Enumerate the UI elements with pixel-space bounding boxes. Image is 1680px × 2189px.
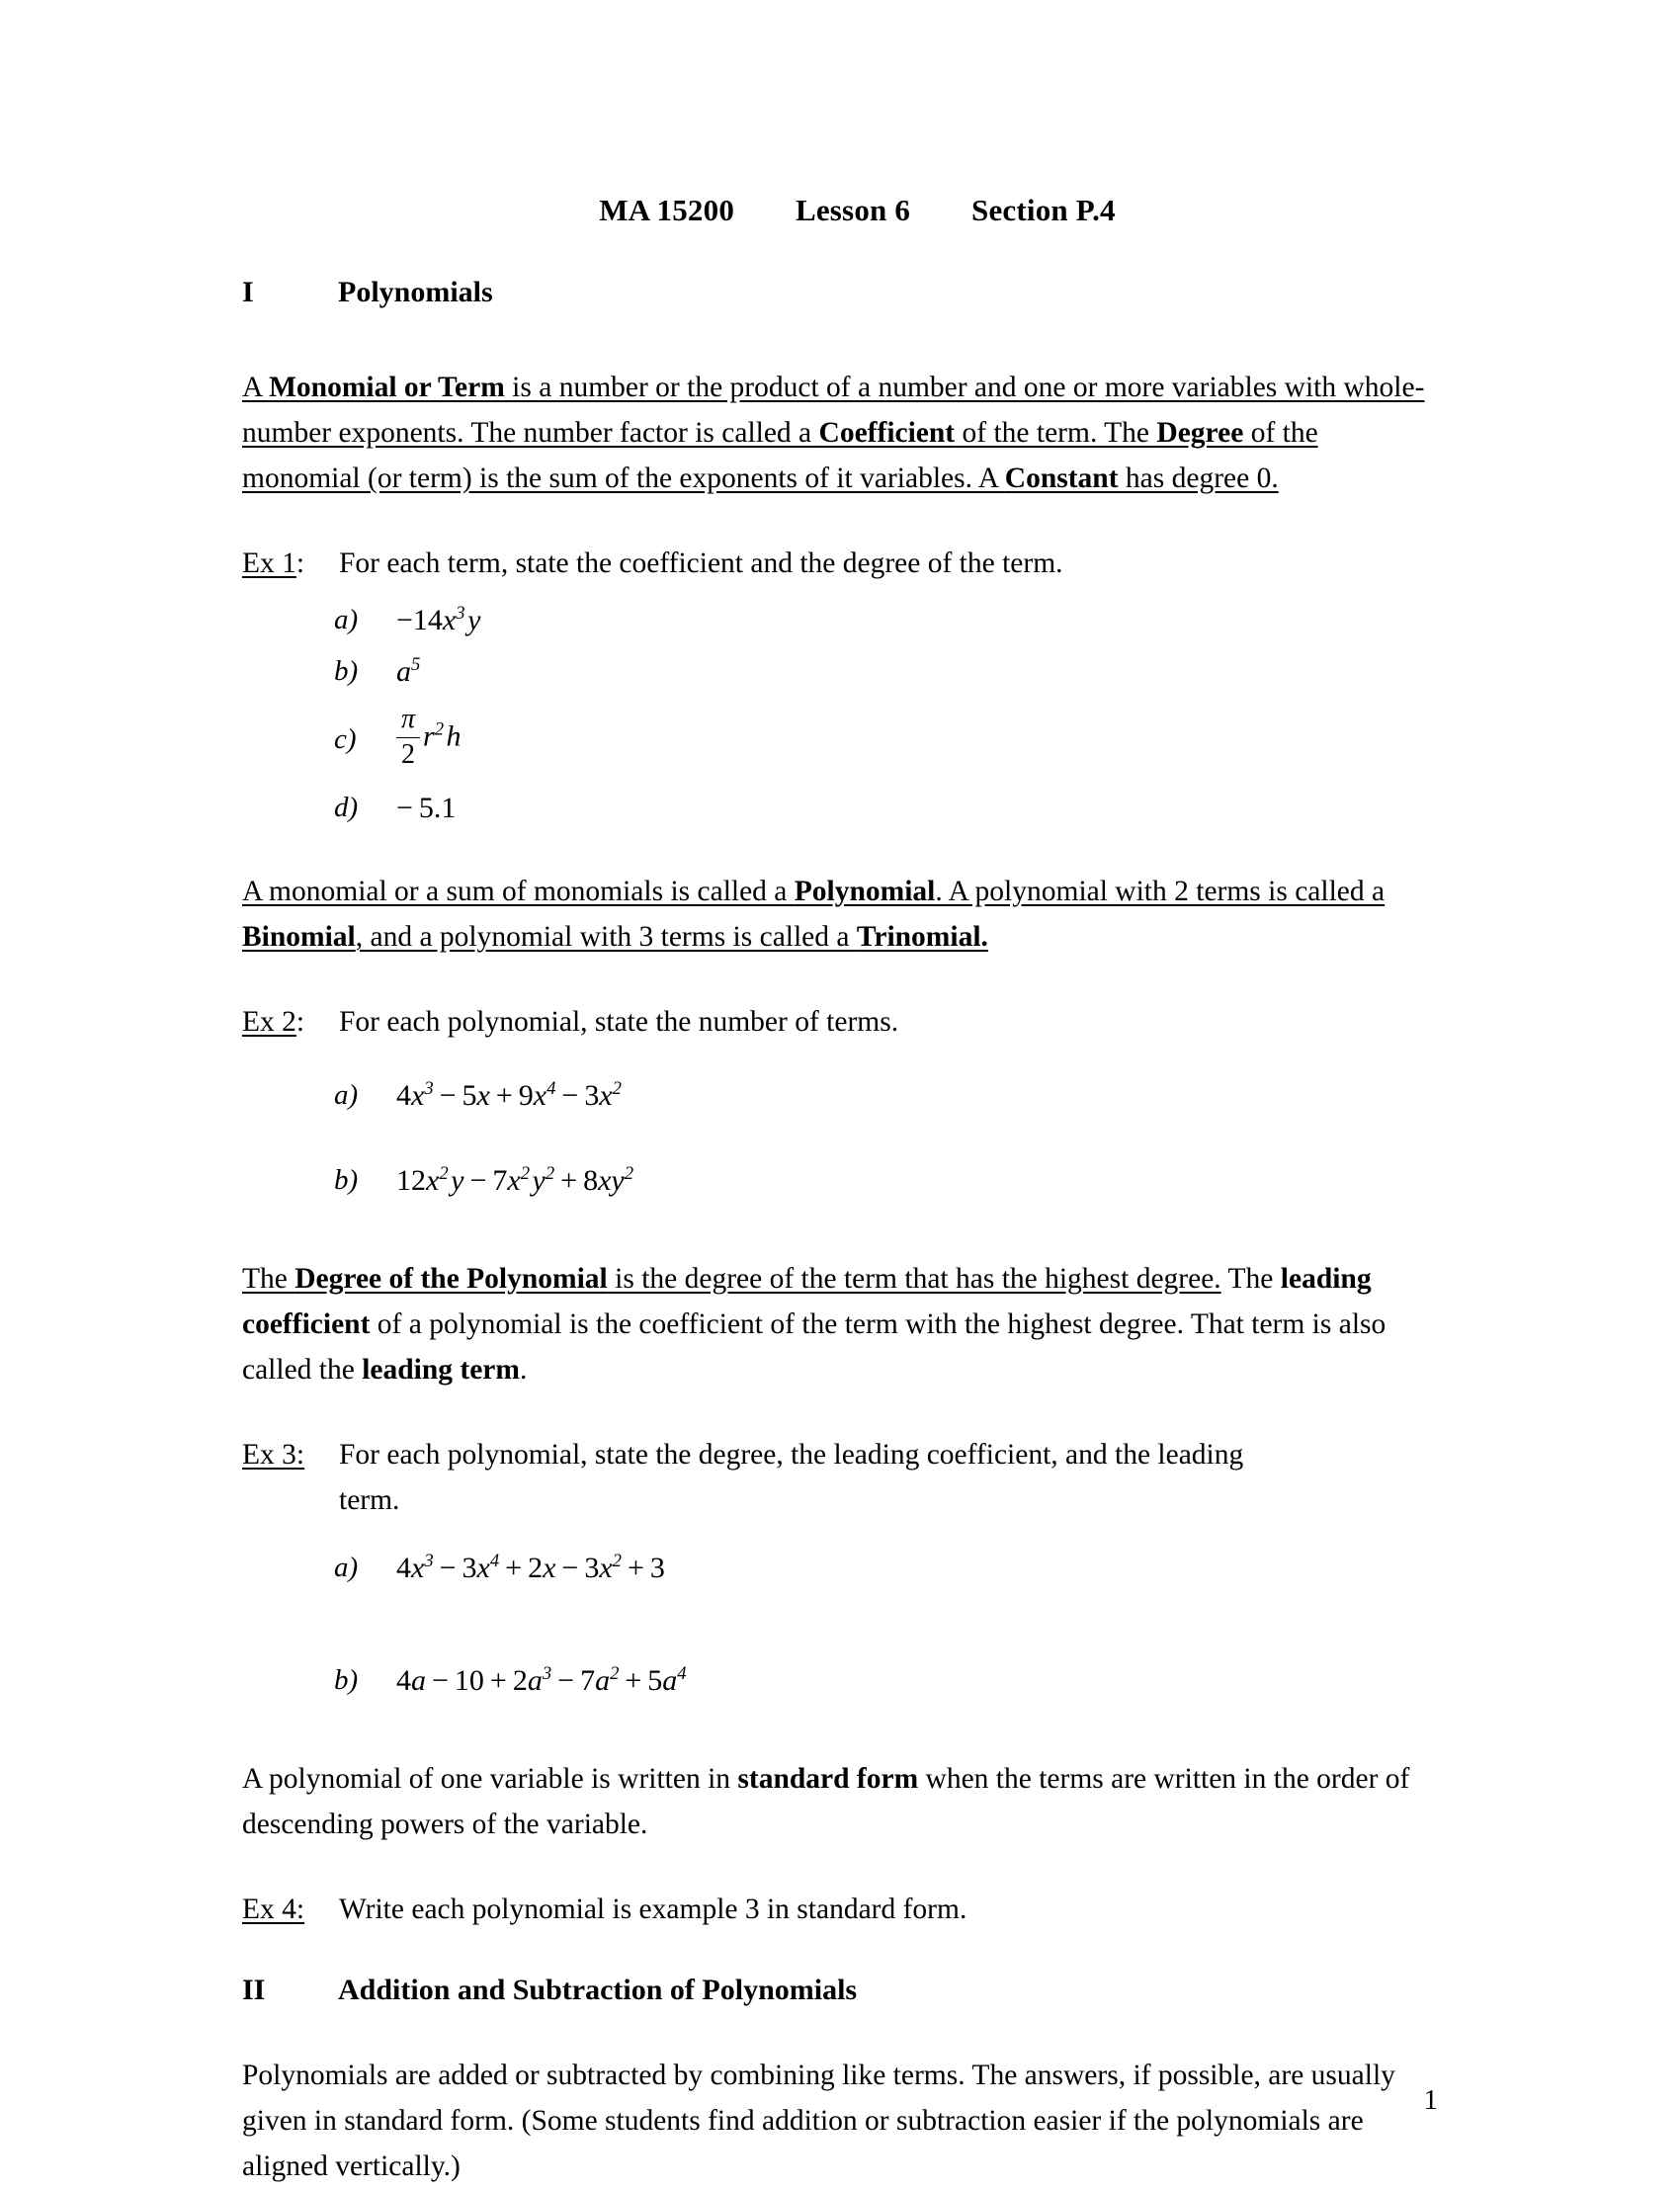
math-expression: − 5.1	[396, 791, 457, 824]
list-item	[242, 645, 1433, 697]
math-expression: $4x^3 - 5x + 9x^4 - 3x^2$	[396, 1077, 622, 1112]
term-trinomial: Trinomial.	[856, 921, 988, 953]
example-3-label-text	[242, 1439, 304, 1471]
title-section: Section P.4	[971, 193, 1116, 227]
def-degree-seg5: .	[519, 1354, 528, 1386]
term-coefficient: Coefficient	[818, 417, 956, 449]
example-4-colon: :	[295, 1894, 305, 1925]
example-2	[242, 999, 1433, 1222]
math-expression: $4a - 10 + 2a^3 - 7a^2 + 5a^4$	[396, 1662, 687, 1697]
list-item	[242, 1638, 1433, 1723]
definition-degree-of-polynomial	[242, 1256, 1433, 1392]
def-degree-seg2: is the degree of the term that has the highest degree.	[607, 1263, 1221, 1295]
term-constant: Constant	[1004, 463, 1119, 494]
example-3-prompt-cont: term.	[339, 1484, 400, 1516]
example-2-prompt: For each polynomial, state the number of terms.	[339, 1006, 899, 1038]
item-marker: a)	[334, 1551, 359, 1583]
math-expression: $a^5$	[396, 653, 421, 688]
section-two-label: Addition and Subtraction of Polynomials	[338, 1974, 858, 2006]
example-3	[242, 1432, 1433, 1723]
math-expression: $-14x^3$ y	[396, 602, 481, 636]
page-number: 1	[1423, 2084, 1438, 2116]
def-monomial-seg5: has degree 0.	[1118, 463, 1279, 494]
item-marker: c)	[334, 722, 357, 755]
math-expression: $\frac{\pi}{2}$ $r^2$ h	[396, 706, 462, 772]
definition-monomial	[242, 365, 1433, 501]
def-polynomial-seg2: . A polynomial with 2 terms is called a	[935, 876, 1386, 907]
example-4-label	[242, 1887, 339, 1932]
example-2-colon: :	[295, 1006, 305, 1038]
example-3-label-inner: Ex 3	[242, 1439, 296, 1471]
fraction-pi-over-2: $\frac{\pi}{2}$	[396, 704, 420, 770]
def-degree-seg4: of a polynomial is the coefficient of the term with the highest degree. That term is also called the	[242, 1308, 1386, 1386]
list-item	[242, 697, 1433, 782]
example-2-items	[242, 1052, 1433, 1222]
example-4	[242, 1887, 1433, 1932]
example-1-colon: :	[295, 547, 305, 579]
paragraph-addition-subtraction: Polynomials are added or subtracted by combining like terms. The answers, if possible, are usually given in standard form. (Some students find addition or subtraction easier if the polynomials are aligned vertically.)	[242, 2060, 1395, 2182]
def-standard-seg1: A polynomial of one variable is written in	[242, 1763, 738, 1795]
example-4-prompt: Write each polynomial is example 3 in standard form.	[339, 1894, 967, 1925]
def-polynomial-seg3: , and a polynomial with 3 terms is called a	[355, 921, 857, 953]
title-course: MA 15200	[599, 193, 735, 227]
example-4-label-inner: Ex 4	[242, 1894, 296, 1925]
example-4-prompt-line	[242, 1887, 1433, 1932]
example-3-colon: :	[295, 1439, 305, 1471]
example-3-prompt: For each polynomial, state the degree, the leading coefficient, and the leading	[339, 1439, 1244, 1471]
example-1-label-text: Ex 1	[242, 547, 296, 579]
def-polynomial-seg1: A monomial or a sum of monomials is called a	[242, 876, 795, 907]
term-degree-of-the-polynomial: Degree of the Polynomial	[294, 1263, 608, 1295]
list-item	[242, 782, 1433, 833]
list-item	[242, 1137, 1433, 1222]
term-polynomial: Polynomial	[794, 876, 936, 907]
section-one-label: Polynomials	[338, 276, 493, 308]
section-heading-two	[242, 1974, 1433, 2007]
term-standard-form: standard form	[737, 1763, 919, 1795]
term-leading-term: leading term	[362, 1354, 520, 1386]
term-monomial-or-term: Monomial or Term	[269, 372, 505, 403]
list-item	[242, 594, 1433, 645]
def-degree-seg3: The	[1220, 1263, 1281, 1295]
example-2-label	[242, 999, 339, 1045]
item-marker: b)	[334, 1663, 359, 1696]
example-4-label-text	[242, 1894, 304, 1925]
item-marker: d)	[334, 791, 359, 823]
item-marker: a)	[334, 603, 359, 635]
example-1-label	[242, 541, 339, 586]
title-lesson: Lesson 6	[795, 193, 911, 227]
page-title	[242, 193, 1433, 228]
def-monomial-seg4: of the monomial (or term) is the sum of the exponents of it variables. A	[242, 417, 1318, 494]
item-marker: b)	[334, 654, 359, 687]
example-1	[242, 541, 1433, 833]
math-expression: $12x^2$ $y - 7x^2$ $y^2 + 8xy^2$	[396, 1162, 634, 1197]
def-monomial-seg3: of the term. The	[955, 417, 1157, 449]
def-monomial-seg1: A	[242, 372, 270, 403]
example-3-prompt-line	[242, 1432, 1433, 1477]
example-1-prompt: For each term, state the coefficient and the degree of the term.	[339, 547, 1063, 579]
term-leading-coefficient: leading coefficient	[242, 1263, 1372, 1340]
definition-standard-form	[242, 1756, 1433, 1847]
example-1-items	[242, 594, 1433, 833]
def-degree-seg1: The	[242, 1263, 295, 1295]
list-item	[242, 1525, 1433, 1610]
example-3-label	[242, 1432, 339, 1477]
term-degree: Degree	[1156, 417, 1244, 449]
def-standard-seg2: when the terms are written in the order of descending powers of the variable.	[242, 1763, 1410, 1840]
section-heading-one	[242, 276, 1433, 309]
example-3-items	[242, 1525, 1433, 1723]
example-2-label-text: Ex 2	[242, 1006, 296, 1038]
item-marker: a)	[334, 1078, 359, 1111]
degree-underlined-part	[242, 1263, 1221, 1295]
example-1-prompt-line	[242, 541, 1433, 586]
list-item	[242, 1052, 1433, 1137]
def-monomial-seg2: is a number or the product of a number and one or more variables with whole-number exponents. The number factor is called a	[242, 372, 1425, 449]
definition-polynomial	[242, 869, 1433, 960]
item-marker: b)	[334, 1163, 359, 1196]
math-expression: $4x^3 - 3x^4 + 2x - 3x^2 + 3$	[396, 1550, 665, 1584]
section-one-numeral: I	[242, 276, 254, 308]
example-2-prompt-line	[242, 999, 1433, 1045]
term-binomial: Binomial	[242, 921, 356, 953]
section-two-numeral: II	[242, 1974, 266, 2006]
